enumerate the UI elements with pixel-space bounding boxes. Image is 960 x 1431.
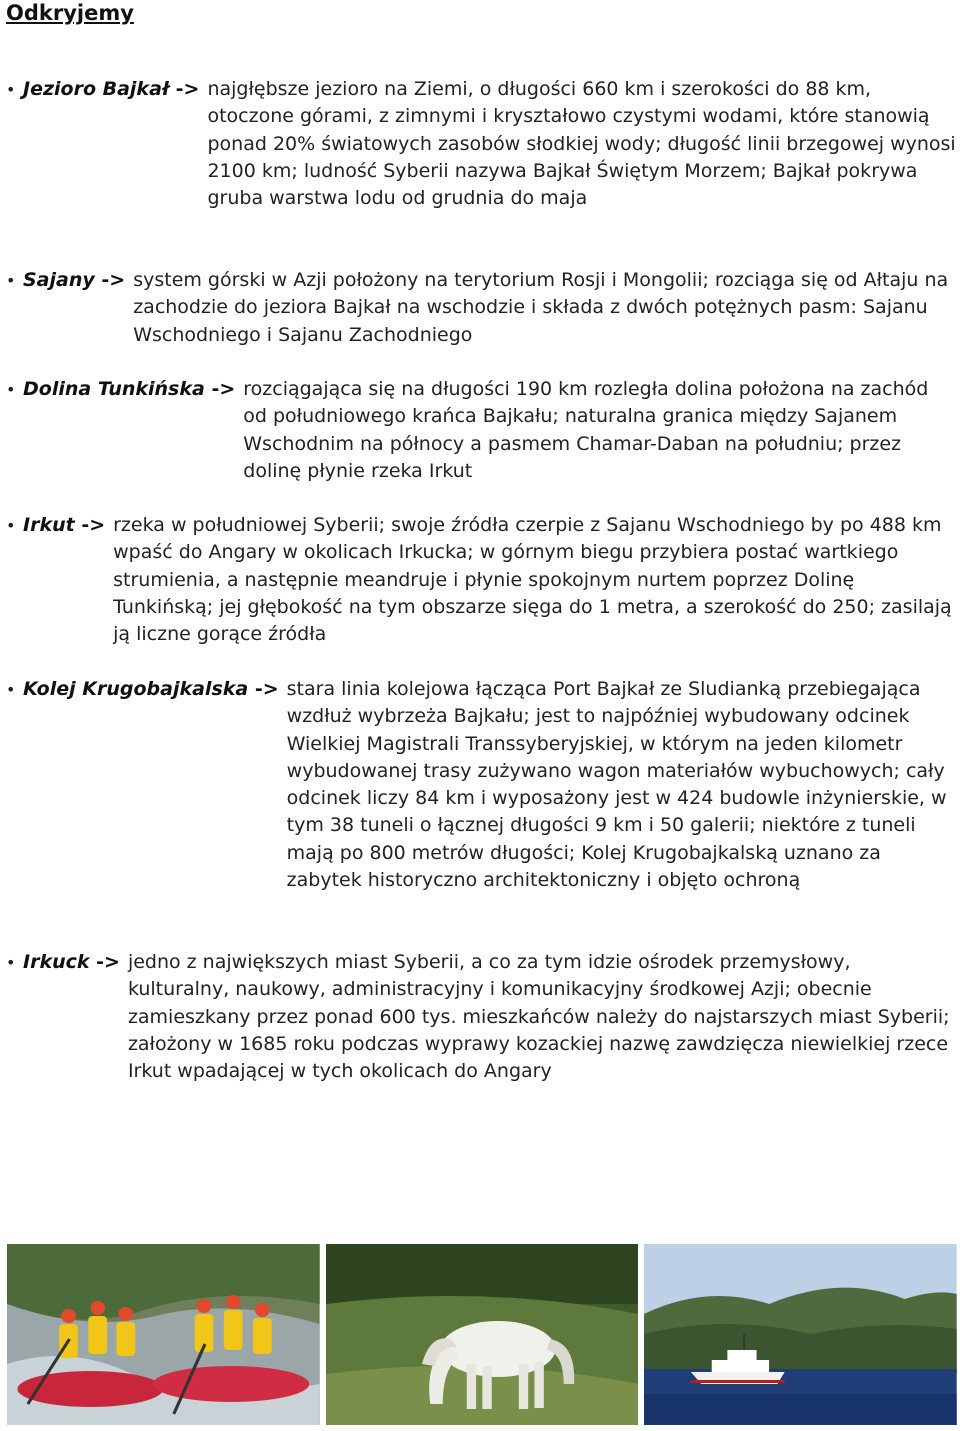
list-item (6, 512, 956, 648)
bullet-icon: • (6, 380, 16, 399)
item-description: jedno z największych miast Syberii, a co za tym idzie ośrodek przemysłowy, kulturalny, naukowy, administracyjny i komunikacyjny środkowej Azji; obecnie zamieszkany przez ponad 600 tys. mieszkańców należy do najstarszych miast Syberii; założony w 1685 roku podczas wyprawy kozackiej nazwę zawdzięcza niewielkiej rzece Irkut wpadającej w tych okolicach do Angary (127, 951, 950, 1083)
item-description: rozciągająca się na długości 190 km rozległa dolina położona na zachód od południowego krańca Bajkału; naturalna granica między Sajanem Wschodnim na północy a pasmem Chamar-Daban na południu; przez dolinę płynie rzeka Irkut (243, 378, 929, 482)
item-description: najgłębsze jezioro na Ziemi, o długości 660 km i szerokości do 88 km, otoczone górami, z zimnymi i kryształowo czystymi wodami, które stanowią ponad 20% światowych zasobów słodkiej wody; długość linii brzegowej wynosi 2100 km; ludność Syberii nazywa Bajkał Świętym Morzem; Bajkał pokrywa gruba warstwa lodu od grudnia do maja (207, 78, 956, 210)
term-label: Sajany (23, 269, 95, 291)
term-label: Irkuck (23, 951, 90, 973)
item-term (23, 267, 125, 294)
bullet-icon: • (6, 516, 16, 535)
photo-strip (7, 1244, 957, 1425)
list-item (6, 267, 956, 349)
rafting-photo (7, 1244, 320, 1425)
item-description: stara linia kolejowa łącząca Port Bajkał ze Sludianką przebiegająca wzdłuż wybrzeża Bajkału; jest to najpóźniej wybudowany odcinek Wielkiej Magistrali Transsyberyjskiej, w którym na jeden kilometr wybudowanej trasy zużywano wagon materiałów wybuchowych; cały odcinek liczy 84 km i wyposażony jest w 424 budowle inżynierskie, w tym 38 tuneli o łącznej długości 9 km i 50 galerii; niektóre z tuneli mają po 800 metrów długości; Kolej Krugobajkalską uznano za zabytek historyczno architektoniczny i objęto ochroną (286, 678, 947, 892)
bullet-icon: • (6, 953, 16, 972)
item-term (23, 76, 199, 103)
bullet-icon: • (6, 680, 16, 699)
item-description: system górski w Azji położony na terytorium Rosji i Mongolii; rozciąga się od Ałtaju na zachodzie do jeziora Bajkał na wschodzie i składa z dwóch potężnych pasm: Sajanu Wschodniego i Sajanu Zachodniego (133, 269, 949, 346)
item-term (23, 949, 120, 976)
item-term (23, 676, 279, 703)
arrow-label: -> (254, 678, 279, 700)
arrow-label: -> (81, 514, 106, 536)
list-item (6, 949, 956, 1085)
arrow-label: -> (101, 269, 126, 291)
bullet-icon: • (6, 80, 16, 99)
arrow-label: -> (96, 951, 120, 973)
term-label: Dolina Tunkińska (23, 378, 205, 400)
page-title: Odkryjemy (6, 1, 134, 25)
list-item (6, 376, 956, 485)
item-term (23, 376, 235, 403)
arrow-label: -> (175, 78, 200, 100)
item-description: rzeka w południowej Syberii; swoje źródła czerpie z Sajanu Wschodniego by po 488 km wpaść do Angary w okolicach Irkucka; w górnym biegu przybiera postać wartkiego strumienia, a następnie meandruje i płynie spokojnym nurtem poprzez Dolinę Tunkińską; jej głębokość na tym obszarze sięga do 1 metra, a szerokość do 250; zasilają ją liczne gorące źródła (113, 514, 952, 646)
white-horse-photo (326, 1244, 639, 1425)
list-item (6, 676, 956, 894)
arrow-label: -> (211, 378, 236, 400)
bullet-icon: • (6, 271, 16, 290)
item-term (23, 512, 105, 539)
boat-on-lake-photo (644, 1244, 957, 1425)
list-item (6, 76, 956, 212)
term-label: Irkut (23, 514, 75, 536)
term-label: Kolej Krugobajkalska (23, 678, 249, 700)
term-label: Jezioro Bajkał (23, 78, 170, 100)
